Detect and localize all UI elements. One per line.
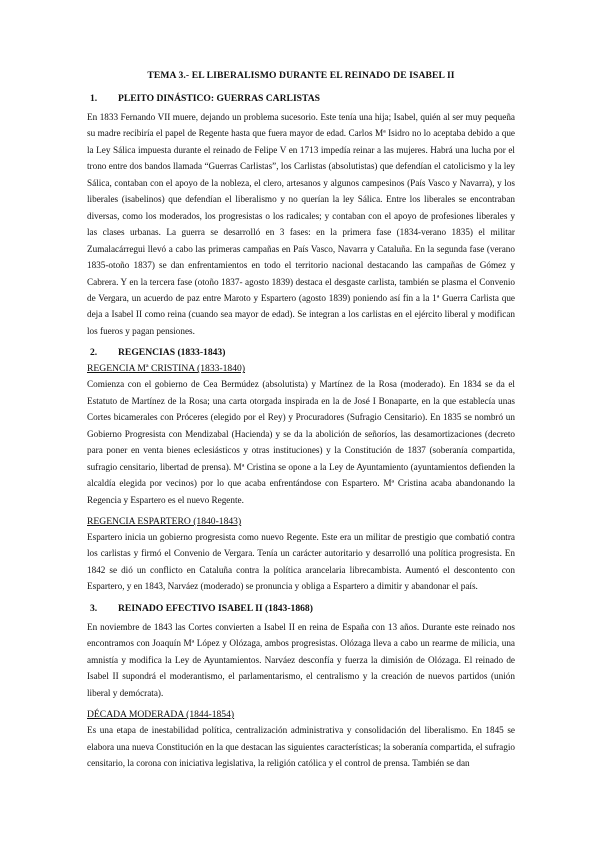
- section-number: 1.: [90, 93, 98, 104]
- section-heading-2: [87, 347, 515, 358]
- subsection-paragraph-regencia-cristina: Comienza con el gobierno de Cea Bermúdez (absolutista) y Martínez de la Rosa (moderado). En 1834 se da el Estatuto de Martínez de la Rosa; una carta otorgada inspirada en la de José I Bonaparte, en la que establecía unas Cortes bicamerales con Próceres (elegido por el Rey) y Procuradores (Sufragio Censitario). En 1835 se nombró un Gobierno Progresista con Mendizabal (Hacienda) y se da la abolición de señoríos, las desamortizaciones (decreto para poner en venta bienes eclesiásticos y otras instituciones) y la Constitución de 1837 (soberanía compartida, sufragio censitario, libertad de prensa). Mª Cristina se opone a la Ley de Ayuntamiento (ayuntamientos defienden la alcaldía elegida por vecinos) por lo que acaba enfrentándose con Espartero. Mª Cristina acaba abandonando la Regencia y Espartero es el nuevo Regente.: [87, 379, 515, 505]
- section-title: REINADO EFECTIVO ISABEL II (1843-1868): [118, 602, 313, 614]
- subsection-title-regencia-espartero: REGENCIA ESPARTERO (1840-1843): [87, 515, 242, 527]
- subsection-paragraph-decada-moderada: Es una etapa de inestabilidad política, centralización administrativa y consolidación del liberalismo. En 1845 se elabora una nueva Constitución en la que destacan las siguientes características; la soberanía compartida, el sufragio censitario, la corona con iniciativa legislativa, la religión católica y el control de prensa. También se dan: [87, 725, 515, 768]
- subsection-paragraph-regencia-espartero: Espartero inicia un gobierno progresista como nuevo Regente. Este era un militar de prestigio que combatió contra los carlistas y firmó el Convenio de Vergara. Tenía un carácter autoritario y desarrolló una política progresista. En 1842 se dió un conflicto en Cataluña contra la política arancelaria librecambista. Aumentó el descontento con Espartero, y en 1843, Narváez (moderado) se pronuncia y obliga a Espartero a dimitir y abandonar el país.: [87, 531, 515, 592]
- subsection-title-regencia-cristina: REGENCIA Mª CRISTINA (1833-1840): [87, 363, 246, 375]
- section-heading-3: [87, 603, 515, 614]
- section-3-paragraph: En noviembre de 1843 las Cortes convierten a Isabel II en reina de España con 13 años. Durante este reinado nos encontramos con Joaquín Mª López y Olózaga, ambos progresistas. Olózaga lleva a cabo un rearme de milicia, una amnistía y modifica la Ley de Ayuntamientos. Narváez desconfía y fuerza la dimisión de Olózaga. El reinado de Isabel II supondrá el moderantismo, el parlamentarismo, el centralismo y la creación de nuevos partidos (unión liberal y demócrata).: [87, 621, 515, 698]
- document-title: TEMA 3.- EL LIBERALISMO DURANTE EL REINADO DE ISABEL II: [147, 70, 455, 81]
- section-number: 2.: [90, 347, 98, 359]
- section-1-paragraph: En 1833 Fernando VII muere, dejando un problema sucesorio. Este tenía una hija; Isabel, quién al ser muy pequeña su madre recibiría el papel de Regente hasta que fuera mayor de edad. Carlos Mª Isidro no lo aceptaba debido a que la Ley Sálica impuesta durante el reinado de Felipe V en 1713 impedía reinar a las mujeres. Habrá una lucha por el trono entre dos bandos llamada “Guerras Carlistas”, los Carlistas (absolutistas) que defendían el catolicismo y la ley Sálica, contaban con el apoyo de la nobleza, el clero, artesanos y algunos campesinos (País Vasco y Navarra), y los liberales (isabelinos) que defendían el liberalismo y no querían la ley Sálica. Entre los liberales se encontraban diversas, como los moderados, los progresistas o los radicales; y contaban con el apoyo de profesiones liberales y las clases urbanas. La guerra se desarrolló en 3 fases: en la primera fase (1834-verano 1835) el militar Zumalacárregui llevó a cabo las primeras campañas en País Vasco, Navarra y Cataluña. En la segunda fase (verano 1835-otoño 1837) se dan enfrentamientos en todo el territorio nacional destacando las campañas de Gómez y Cabrera. Y en la tercera fase (otoño 1837- agosto 1839) destaca el desgaste carlista, también se plasma el Convenio de Vergara, un acuerdo de paz entre Maroto y Espartero (agosto 1839) poniendo así fin a la 1ª Guerra Carlista que deja a Isabel II como reina (cuando sea mayor de edad). Se integran a los carlistas en el ejército liberal y modifican los fueros y pagan pensiones.: [87, 112, 515, 336]
- section-heading-1: [87, 93, 515, 104]
- subsection-title-decada-moderada: DÉCADA MODERADA (1844-1854): [87, 709, 235, 721]
- section-number: 3.: [90, 602, 98, 614]
- section-title: PLEITO DINÁSTICO: GUERRAS CARLISTAS: [118, 93, 320, 104]
- section-title: REGENCIAS (1833-1843): [118, 347, 226, 359]
